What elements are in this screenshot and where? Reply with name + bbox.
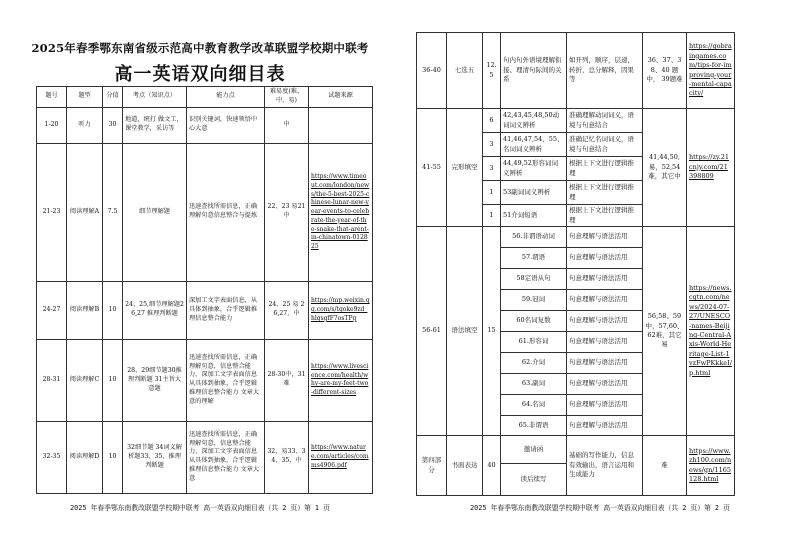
question-no: 41-55	[417, 109, 447, 227]
score: 6	[483, 109, 501, 133]
knowledge-point: 24、25,细节理解题26,27 推理判断题	[123, 281, 187, 339]
knowledge-point: 42,43,45,48,50动词词义辨析	[501, 109, 567, 133]
score: 15	[483, 227, 501, 436]
source-link[interactable]: https://www.zh100.com/news/gn/1165128.html	[687, 436, 735, 496]
knowledge-point: 53副词词义辨析	[501, 181, 567, 205]
knowledge-point: 64.名词	[501, 395, 567, 416]
table-row	[37, 421, 373, 493]
question-type: 阅读理解A	[67, 143, 103, 281]
header-cell: 试题来源	[309, 87, 373, 108]
ability-point: 迅速查找所需信息，正确理解句意，信息整合能力，深加工文字表面信息从具体到抽象，合乎逻辑推理信息整合能力 文章大意的理解	[187, 339, 265, 421]
knowledge-point: 61.形容词	[501, 332, 567, 353]
score: 40	[483, 436, 501, 496]
ability-point: 句意理解与语法活用	[567, 269, 643, 290]
difficulty: 36、37、38、40 题中， 39题难	[643, 33, 687, 109]
score: 3	[483, 157, 501, 181]
exam-title: 2025年春季鄂东南省级示范高中教育教学改革联盟学校期中联考	[31, 41, 369, 55]
table-row	[37, 339, 373, 421]
ability-point: 句意理解与语法活用	[567, 311, 643, 332]
table-row	[37, 107, 373, 143]
table-row	[37, 143, 373, 281]
page-footer: 2025 年春季鄂东南教改联盟学校期中联考 高一英语双向细目表（共 2 页）第 1 页	[70, 504, 330, 512]
question-type: 阅读理解B	[67, 281, 103, 339]
ability-point: 句意理解与语法活用	[567, 395, 643, 416]
question-type: 书面表达	[447, 436, 483, 496]
score: 30	[103, 107, 123, 143]
ability-point: 句意理解与语法活用	[567, 290, 643, 311]
knowledge-point: 65.非谓语	[501, 416, 567, 436]
score: 10	[103, 339, 123, 421]
header-cell: 题号	[37, 87, 67, 108]
ability-point: 根据上下文进行逻辑推理	[567, 157, 643, 181]
question-type: 语法填空	[447, 227, 483, 436]
question-no: 1-20	[37, 107, 67, 143]
source-link[interactable]: https://www.livescience.com/health/why-are-my-feet-two-different-sizes	[309, 339, 373, 421]
ability-point: 根据上下文进行逻辑推理	[567, 181, 643, 205]
header-cell: 考点（知识点）	[123, 87, 187, 108]
question-no: 36-40	[417, 33, 447, 109]
knowledge-point: 读后续写	[501, 464, 567, 496]
question-type: 完形填空	[447, 109, 483, 227]
header-cell: 分值	[103, 87, 123, 108]
header-cell: 题型	[67, 87, 103, 108]
difficulty: 难	[643, 436, 687, 496]
ability-point: 识别关键词，快速领悟中心大意	[187, 107, 265, 143]
knowledge-point: 句内句外语境理解衔接、理清句际间的关系	[501, 33, 567, 109]
ability-point: 准确记忆名词词义，语境与句意结合	[567, 133, 643, 157]
knowledge-point: 细节理解题	[123, 143, 187, 281]
ability-point: 基础的写作能力，信息有效输出，语言运用和生成能力	[567, 436, 643, 496]
source-link[interactable]: https://www.nature.com/articles/comms4906.pdf	[309, 421, 373, 493]
knowledge-point: 62.介词	[501, 353, 567, 374]
question-no: 21-23	[37, 143, 67, 281]
source-link[interactable]: https://gobraingames.com/tips-for-improving-your-mental-capacity/	[687, 33, 735, 109]
difficulty: 41,44,50,易，52,54难，其它中	[643, 109, 687, 227]
page-2	[400, 0, 800, 554]
ability-point: 迅速查找所需信息，正确理解句意，信息整合能力，深加工文字表面信息从具体到抽象，合乎逻辑推理信息整合能力 文章大意	[187, 421, 265, 493]
knowledge-point: 41,46,47,54、55、名词词义辨析	[501, 133, 567, 157]
source-link[interactable]: https://www.timeout.com/london/news/the-5-best-2025-chinese-lunar-new-year-events-to-celebrate-the-year-of-the-snake-that-arent-in-chinatown-012825	[309, 143, 373, 281]
question-type: 阅读理解D	[67, 421, 103, 493]
score: 1	[483, 205, 501, 227]
table-row	[37, 281, 373, 339]
difficulty: 中	[265, 107, 309, 143]
ability-point: 准确理解动词词义，语境与句意结合	[567, 109, 643, 133]
ability-point: 句意理解与语法活用	[567, 332, 643, 353]
page-footer: 2025 年春季鄂东南教改联盟学校期中联考 高一英语双向细目表（共 2 页）第 2 页	[470, 504, 730, 512]
question-no: 56-61	[417, 227, 447, 436]
ability-point: 迅速查找所需信息，正确理解句意信息整合与提炼	[187, 143, 265, 281]
question-type: 阅读理解C	[67, 339, 103, 421]
ability-point: 根据上下文进行逻辑推理	[567, 205, 643, 227]
knowledge-point: 44,49,52形容词词义辨析	[501, 157, 567, 181]
ability-point: 句意理解与语法活用	[567, 416, 643, 436]
knowledge-point: 63.副词	[501, 374, 567, 395]
knowledge-point: 32细节题 34词义解析题33、35、推理判断题	[123, 421, 187, 493]
knowledge-point: 60名词复数	[501, 311, 567, 332]
knowledge-point: 51介词短语	[501, 205, 567, 227]
knowledge-point: 56.非谓语动词	[501, 227, 567, 248]
difficulty: 24、25 易 26,27、中	[265, 281, 309, 339]
difficulty: 32，易33、34、35，中	[265, 421, 309, 493]
question-no: 32-35	[37, 421, 67, 493]
source-link[interactable]: https://news.cgtn.com/news/2024-07-27/UNESCO-names-Beijing-Central-Axis-World-Heritage-List-1vzFwPKkkeI/p.html	[687, 227, 735, 436]
source-link[interactable]: https://mp.weixin.qq.com/s/tqoke9zd_hlqsgfF7osTPg	[309, 281, 373, 339]
score: 3	[483, 133, 501, 157]
knowledge-point: 28、29细节题30推理判断题 31主旨大意题	[123, 339, 187, 421]
header-cell: 能力点	[187, 87, 265, 108]
score: 1	[483, 181, 501, 205]
knowledge-point: 59.冠词	[501, 290, 567, 311]
score: 10	[103, 421, 123, 493]
table-header-row	[37, 87, 373, 108]
ability-point: 句意理解与语法活用	[567, 353, 643, 374]
difficulty: 56,58、59中，57,60、62难，其它易	[643, 227, 687, 436]
score: 12.5	[483, 33, 501, 109]
question-no: 24-27	[37, 281, 67, 339]
score: 10	[103, 281, 123, 339]
spec-table-page-2	[416, 32, 735, 496]
source	[309, 107, 373, 143]
table-row	[417, 436, 735, 464]
knowledge-point: 地道，统打 做文工，课堂教学，采访等	[123, 107, 187, 143]
knowledge-point: 57.谓语	[501, 248, 567, 269]
source-link[interactable]: https://zy.21cnjy.com/21398809	[687, 109, 735, 227]
table-row	[417, 33, 735, 109]
question-no: 28-31	[37, 339, 67, 421]
table-row	[417, 227, 735, 248]
difficulty: 28-30中，31难	[265, 339, 309, 421]
table-row	[417, 109, 735, 133]
question-no: 第四部分	[417, 436, 447, 496]
ability-point: 句意理解与语法活用	[567, 248, 643, 269]
header-cell: 难易度(难、中、易)	[265, 87, 309, 108]
knowledge-point: 58定语从句	[501, 269, 567, 290]
question-type: 七选五	[447, 33, 483, 109]
ability-point: 如开列，顺序，层递，转折，总分解释，因果等	[567, 33, 643, 109]
ability-point: 句意理解与语法活用	[567, 227, 643, 248]
score: 7.5	[103, 143, 123, 281]
ability-point: 深加工文字表面信息，从具体到抽象，合乎逻辑推理信息整合能力	[187, 281, 265, 339]
knowledge-point: 邀请函	[501, 436, 567, 464]
difficulty: 22、23 易21 中	[265, 143, 309, 281]
spec-table-page-1	[36, 86, 373, 494]
ability-point: 句意理解与语法活用	[567, 374, 643, 395]
table-title: 高一英语双向细目表	[114, 64, 286, 85]
question-type: 听力	[67, 107, 103, 143]
